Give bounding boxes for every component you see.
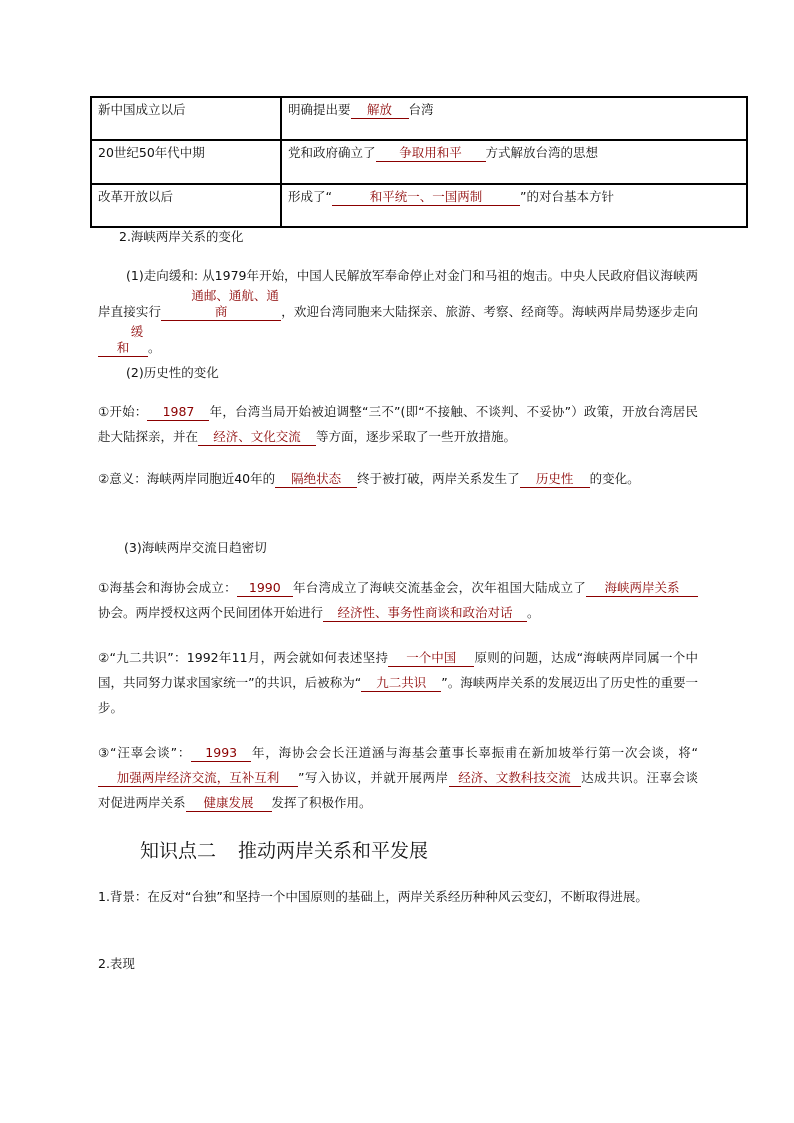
- answer-blank: 解放: [351, 102, 409, 119]
- para-text: ③“汪辜会谈”：: [98, 745, 192, 760]
- table-cell-period: 20世纪50年代中期: [91, 140, 281, 184]
- para-text: 年，海协会会长汪道涵与海基会董事长辜振甫在新加坡举行第一次会谈，将“: [251, 745, 698, 760]
- cell-text: 形成了“: [288, 189, 332, 204]
- section-heading: 2.表现: [98, 956, 135, 971]
- para-text: 。: [148, 340, 161, 355]
- para-text: ”。海峡两岸关系的发展迈出了历史性的重要一步。: [98, 675, 699, 715]
- para-text: 等方面，逐步采取了一些开放措施。: [316, 429, 517, 444]
- answer-blank: 缓和: [98, 324, 148, 357]
- answer-blank: 加强两岸经济交流，互补互利: [98, 770, 298, 787]
- paragraph-wang-koo-talks: [98, 740, 698, 815]
- table-cell-period: 改革开放以后: [91, 184, 281, 227]
- para-text: 年，台湾当局开始被迫调整“三不”(即“不接触、不谈判、不妥协”）政策，开放台湾居民赴大陆探亲，并在: [98, 404, 698, 444]
- subsection-heading: (2)历史性的变化: [126, 365, 219, 380]
- para-text: ②“九二共识”：1992年11月，两会就如何表述坚持: [98, 650, 389, 665]
- paragraph-significance: [98, 466, 698, 491]
- para-text: ②意义：海峡两岸同胞近40年的: [98, 471, 276, 486]
- history-table: [90, 96, 748, 228]
- table-cell-content: [281, 97, 747, 140]
- para-text: 。: [527, 605, 540, 620]
- para-text: 达成共识。汪辜会谈对促进两岸关系: [98, 770, 698, 810]
- paragraph-start: [98, 399, 698, 449]
- answer-blank: 1993: [191, 745, 251, 762]
- table-row: [91, 140, 747, 184]
- para-text: 原则的问题，达成“海峡两岸同属一个中国，共同努力谋求国家统一”的共识，后被称为“: [98, 650, 698, 690]
- para-text: ①海基会和海协会成立：: [98, 580, 237, 595]
- para-text: ①开始：: [98, 404, 148, 419]
- answer-blank: 争取用和平: [376, 145, 486, 162]
- kp-label: 知识点二: [140, 840, 217, 862]
- answer-blank: 经济、文教科技交流: [449, 770, 581, 787]
- para-text: 终于被打破，两岸关系发生了: [357, 471, 520, 486]
- answer-blank: 隔绝状态: [275, 471, 357, 488]
- paragraph-easing: [98, 263, 698, 360]
- cell-text: ”的对台基本方针: [519, 189, 614, 204]
- answer-blank: 和平统一、一国两制: [332, 189, 520, 206]
- answer-blank: 经济性、事务性商谈和政治对话: [323, 605, 527, 622]
- answer-blank: 历史性: [520, 471, 590, 488]
- para-text: 年台湾成立了海峡交流基金会，次年祖国大陆成立了: [292, 580, 586, 595]
- para-text: 协会。两岸授权这两个民间团体开始进行: [98, 605, 324, 620]
- kp-title: 推动两岸关系和平发展: [238, 840, 429, 862]
- table-cell-content: [281, 140, 747, 184]
- table-row: [91, 97, 747, 140]
- table-cell-period: 新中国成立以后: [91, 97, 281, 140]
- cell-text: 方式解放台湾的思想: [485, 145, 599, 160]
- para-text: 发挥了积极作用。: [271, 795, 372, 810]
- para-text: ，欢迎台湾同胞来大陆探亲、旅游、考察、经商等。海峡两岸局势逐步走向: [281, 304, 698, 319]
- cell-text: 明确提出要: [288, 102, 351, 117]
- answer-blank: 1987: [147, 404, 209, 421]
- para-text: (1)走向缓和: 从1979年开始，中国人民解放军奉命停止对金门和马祖的炮击。中央人民政府倡议海峡两岸直接实行: [98, 268, 698, 319]
- para-text: ”写入协议，并就开展两岸: [298, 770, 449, 785]
- subsection-heading: (3)海峡两岸交流日趋密切: [124, 540, 267, 555]
- para-text: 的变化。: [589, 471, 640, 486]
- table-cell-content: [281, 184, 747, 227]
- paragraph-background: 1.背景：在反对“台独”和坚持一个中国原则的基础上，两岸关系经历种种风云变幻，不断取得进展。: [98, 889, 648, 904]
- answer-blank: 健康发展: [186, 795, 272, 812]
- section-heading: 2.海峡两岸关系的变化: [119, 229, 244, 244]
- paragraph-foundations: [98, 575, 698, 625]
- answer-blank: 海峡两岸关系: [586, 580, 698, 597]
- answer-blank: 经济、文化交流: [198, 429, 316, 446]
- paragraph-1992-consensus: [98, 645, 698, 720]
- knowledge-point-heading: [140, 837, 428, 865]
- cell-text: 党和政府确立了: [288, 145, 376, 160]
- cell-text: 台湾: [408, 102, 434, 117]
- answer-blank: 九二共识: [361, 675, 441, 692]
- answer-blank: 一个中国: [388, 650, 474, 667]
- answer-blank: 1990: [237, 580, 293, 597]
- answer-blank: 通邮、通航、通商: [161, 288, 281, 321]
- table-row: [91, 184, 747, 227]
